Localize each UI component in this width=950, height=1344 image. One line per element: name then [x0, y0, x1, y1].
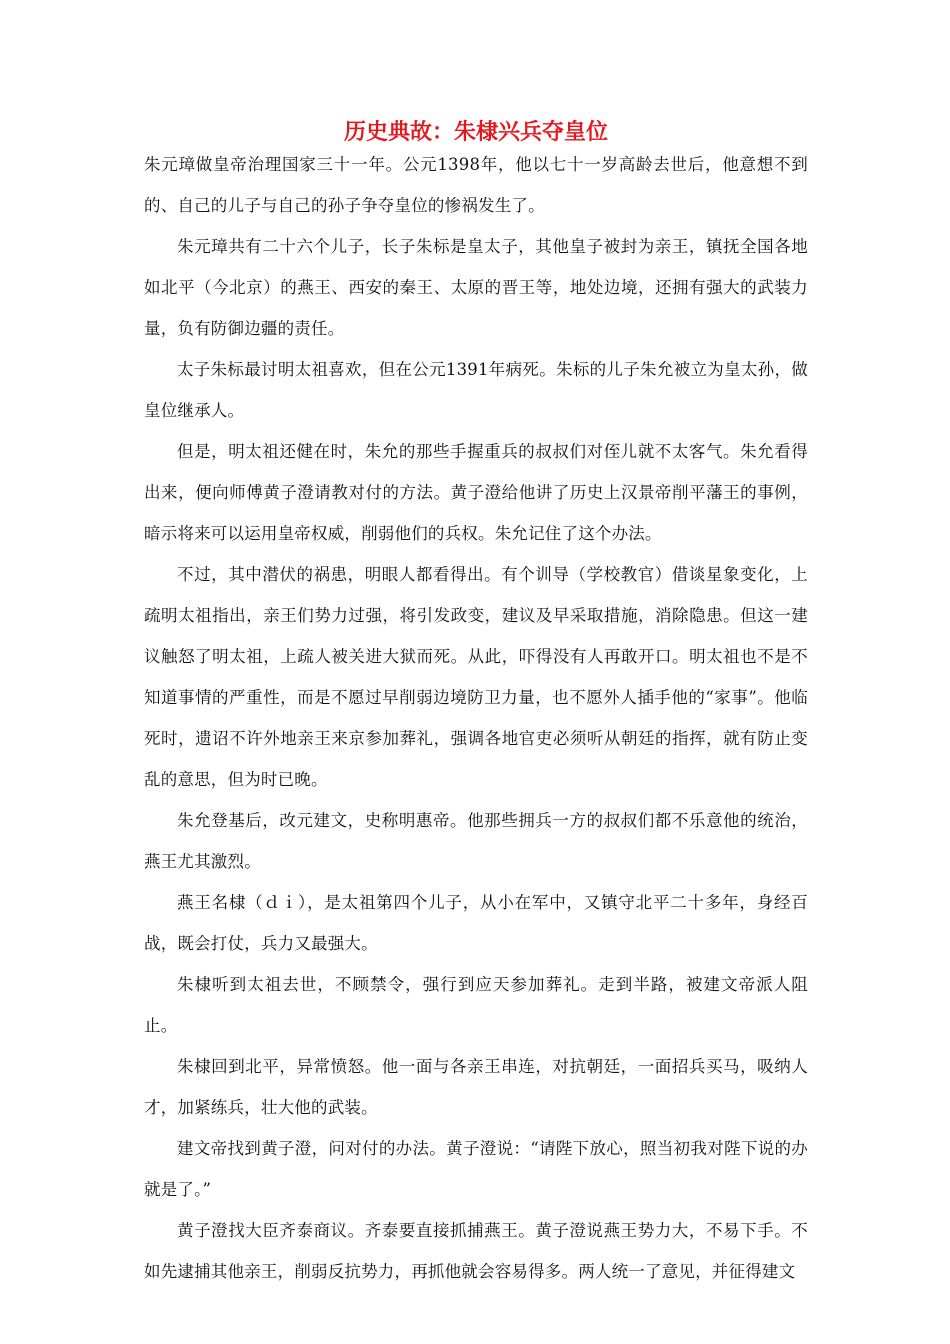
paragraph: 朱棣回到北平，异常愤怒。他一面与各亲王串连，对抗朝廷，一面招兵买马，吸纳人才，加紧练兵，壮大他的武装。	[144, 1057, 808, 1117]
paragraph: 不过，其中潜伏的祸患，明眼人都看得出。有个训导（学校教官）借谈星象变化，上疏明太祖指出，亲王们势力过强，将引发政变，建议及早采取措施，消除隐患。但这一建议触怒了明太祖，上疏人被关进大狱而死。从此，吓得没有人再敢开口。明太祖也不是不知道事情的严重性，而是不愿过早削弱边境防卫力量，也不愿外人插手他的“家事”。他临死时，遗诏不许外地亲王来京参加葬礼，强调各地官吏必须听从朝廷的指挥，就有防止变乱的意思，但为时已晚。	[144, 565, 808, 789]
document-title: 历史典故：朱棣兴兵夺皇位	[343, 120, 608, 145]
paragraph: 朱元璋共有二十六个儿子，长子朱标是皇太子，其他皇子被封为亲王，镇抚全国各地如北平（今北京）的燕王、西安的秦王、太原的晋王等，地处边境，还拥有强大的武装力量，负有防御边疆的责任。	[144, 237, 808, 338]
paragraph: 黄子澄找大臣齐泰商议。齐泰要直接抓捕燕王。黄子澄说燕王势力大，不易下手。不如先逮捕其他亲王，削弱反抗势力，再抓他就会容易得多。两人统一了意见，并征得建文	[144, 1221, 808, 1281]
paragraph: 朱允登基后，改元建文，史称明惠帝。他那些拥兵一方的叔叔们都不乐意他的统治，燕王尤其激烈。	[144, 811, 808, 871]
paragraph: 燕王名棣（ｄｉ），是太祖第四个儿子，从小在军中，又镇守北平二十多年，身经百战，既会打仗，兵力又最强大。	[144, 893, 808, 953]
paragraph: 但是，明太祖还健在时，朱允的那些手握重兵的叔叔们对侄儿就不太客气。朱允看得出来，便向师傅黄子澄请教对付的方法。黄子澄给他讲了历史上汉景帝削平藩王的事例，暗示将来可以运用皇帝权威，削弱他们的兵权。朱允记住了这个办法。	[144, 442, 808, 543]
document-body	[144, 144, 808, 1292]
paragraph: 建文帝找到黄子澄，问对付的办法。黄子澄说：“请陛下放心，照当初我对陛下说的办就是了。”	[144, 1139, 808, 1199]
paragraph: 朱棣听到太祖去世，不顾禁令，强行到应天参加葬礼。走到半路，被建文帝派人阻止。	[144, 975, 808, 1035]
paragraph: 朱元璋做皇帝治理国家三十一年。公元1398年，他以七十一岁高龄去世后，他意想不到的、自己的儿子与自己的孙子争夺皇位的惨祸发生了。	[144, 155, 808, 215]
paragraph: 太子朱标最讨明太祖喜欢，但在公元1391年病死。朱标的儿子朱允被立为皇太孙，做皇位继承人。	[144, 360, 808, 420]
document-page	[144, 118, 808, 1292]
